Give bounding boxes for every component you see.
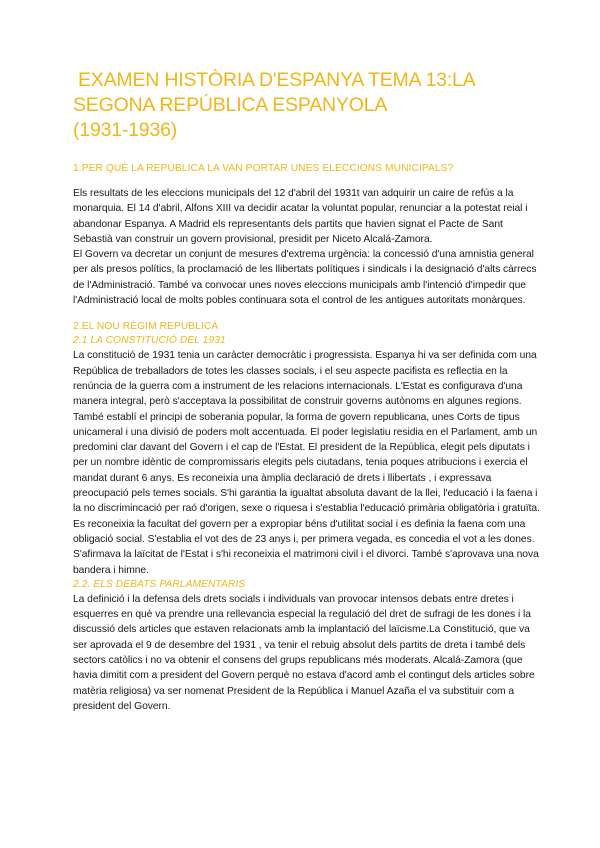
section-1-body bbox=[73, 186, 542, 308]
section-1-paragraph-2: El Govern va decretar un conjunt de mesures d'extrema urgència: la concessió d'una amnistia general per als presos polítics, la proclamació de les llibertats polítiques i sindicals i la designació d'alts càrrecs de l'Administració. També va convocar unes noves eleccions municipals amb l'intenció d'impedir que l'Administració local de molts pobles continuara sota el control de les antigues autoritats monàrques. bbox=[73, 249, 537, 307]
title-line-2: SEGONA REPÚBLICA ESPANYOLA bbox=[73, 94, 388, 116]
section-2-2-heading: 2.2. ELS DEBATS PARLAMENTARIS bbox=[73, 578, 246, 590]
section-1-heading: 1.PER QUÈ LA REPÚBLICA LA VAN PORTAR UNES ELECCIONS MUNICIPALS? bbox=[73, 163, 454, 174]
section-2 bbox=[73, 320, 542, 714]
title-line-3: (1931-1936) bbox=[73, 119, 178, 141]
section-2-heading: 2.EL NOU RÈGIM REPUBLICÀ bbox=[73, 321, 219, 333]
section-1-paragraph-1: Els resultats de les eleccions municipals del 12 d'abril del 1931t van adquirir un caire de refús a la monarquia. El 14 d'abril, Alfons XIII va decidir acatar la voluntat popular, renunciar a la potestat reial i abandonar Espanya. A Madrid els representants dels partits que havien signat el Pacte de Sant Sebastià van construir un govern provisional, presidit per Niceto Alcalá-Zamora. bbox=[73, 188, 528, 245]
section-2-1-paragraph: La constitució de 1931 tenia un caràcter democràtic i progressista. Espanya hi va ser definida com una República de treballadors de totes les classes socials, i el seu aspecte pacifista es reflectia en la renúncia de la guerra com a instrument de les relacions internacionals. L'Estat es configurava d'una manera integral, però s'acceptava la possibilitat de construir governs autònoms en algunes regions. També establí el principi de soberania popular, la forma de govern republicana, unes Corts de tipus unicameral i una divisió de poders molt accentuada. El poder legislatiu residia en el Parlament, amb un predomini clar davant del Govern i el cap de l'Estat. El president de la República, elegit pels diputats i per un nombre idèntic de compromissaris elegits pels ciutadans, tenia poques atribucions i exercia el mandat durant 6 anys. Es reconeixia una àmplia declaració de drets i llibertats , i expressava preocupació pels temes socials. S'hi garantia la igualtat absoluta davant de la llei, l'educació i la faena i la no discrimincació per raó d'origen, sexe o riquesa i s'establia l'educació primària obligatòria i gratuïta. Es reconeixia la facultat del govern per a expropiar béns d'utilitat social i es definia la faena com una obligació social. S'establia el vot des de 23 anys i, per primera vegada, es concedia el vot a les dones. S'afirmava la laïcitat de l'Estat i s'hi reconeixia el matrimoni civil i el divorci. També s'aprovava una nova bandera i himne. bbox=[73, 350, 540, 576]
title-line-1: EXAMEN HISTÒRIA D'ESPANYA TEMA 13:LA bbox=[78, 69, 476, 91]
section-2-1-heading: 2.1 LA CONSTITUCIÓ DEL 1931 bbox=[73, 335, 226, 347]
document-title bbox=[73, 68, 542, 143]
section-2-2-paragraph: La definició i la defensa dels drets socials i individuals van provocar intensos debats entre dretes i esquerres en què va prendre una rellevancia especial la regulació del dret de sufragi de les dones i la discussió dels articles que estaven relacionats amb la implantació del laïcisme.La Constitució, que va ser aprovada el 9 de desembre del 1931 , va tenir el rebuig absolut dels partits de dreta i també dels sectors catòlics i no va obtenir el consens del grups republicans més moderats. Alcalá-Zamora (que havia dimitit com a president del Govern perquè no estava d'acord amb el contingut dels articles sobre matèria religiosa) va ser nomenat President de la República i Manuel Azaña el va substituir com a president del Govern. bbox=[73, 593, 535, 712]
